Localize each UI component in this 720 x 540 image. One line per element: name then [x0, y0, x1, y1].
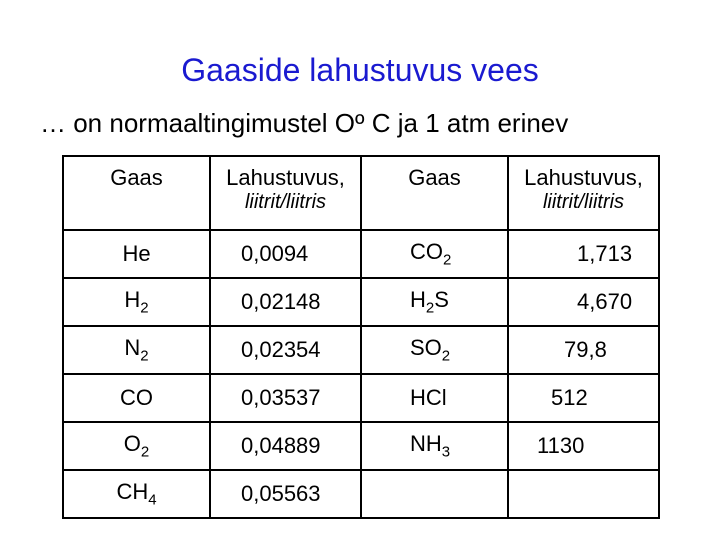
solubility-cell-right: 1130	[508, 422, 659, 470]
gas-cell-left-subscript: 2	[140, 299, 149, 317]
gas-cell-left-formula: He	[122, 241, 151, 266]
gas-cell-right	[361, 230, 508, 278]
gas-cell-left-formula: CH	[116, 479, 149, 505]
solubility-cell-right: 79,8	[508, 326, 659, 374]
header-solubility-1	[210, 156, 361, 230]
table-row	[63, 470, 659, 518]
gas-cell-right-subscript: 2	[441, 347, 451, 365]
header-solubility-1-label: Lahustuvus,	[226, 165, 345, 190]
gas-cell-left-formula: O	[123, 431, 141, 457]
gas-cell-right-formula: H	[410, 287, 426, 313]
gas-cell-left	[63, 278, 210, 326]
gas-cell-right-subscript: 3	[441, 443, 451, 461]
gas-cell-right-formula: SO	[410, 335, 442, 361]
gas-cell-right	[361, 470, 508, 518]
header-gas-1-label: Gaas	[110, 165, 163, 190]
header-solubility-2	[508, 156, 659, 230]
gas-cell-left-formula: CO	[120, 385, 153, 410]
gas-cell-left-formula: H	[124, 287, 141, 313]
slide-title: Gaaside lahustuvus vees	[181, 52, 539, 88]
solubility-cell-left: 0,02354	[210, 326, 361, 374]
gas-cell-right	[361, 278, 508, 326]
gas-cell-left-subscript: 2	[140, 443, 150, 461]
gas-cell-left	[63, 470, 210, 518]
solubility-cell-left: 0,03537	[210, 374, 361, 422]
gas-cell-right-formula-tail: S	[434, 287, 449, 313]
gas-cell-right-subscript: 2	[425, 299, 435, 317]
solubility-cell-right	[508, 470, 659, 518]
solubility-cell-left: 0,02148	[210, 278, 361, 326]
gas-cell-right-formula: NH	[410, 431, 442, 457]
header-solubility-2-unit: liitrit/liitris	[542, 191, 625, 213]
solubility-cell-right: 1,713	[508, 230, 659, 278]
gas-cell-right-formula: CO	[410, 239, 443, 265]
gas-cell-right	[361, 326, 508, 374]
solubility-cell-right: 512	[508, 374, 659, 422]
solubility-cell-left: 0,05563	[210, 470, 361, 518]
header-gas-1	[63, 156, 210, 230]
gas-cell-right-formula: HCl	[410, 385, 447, 410]
gas-cell-left-subscript: 2	[140, 347, 149, 365]
gas-cell-left-subscript: 4	[148, 491, 157, 509]
gas-cell-right	[361, 374, 508, 422]
table-body	[63, 230, 659, 518]
solubility-table	[62, 155, 660, 519]
table-row	[63, 230, 659, 278]
header-solubility-2-label: Lahustuvus,	[524, 165, 643, 190]
gas-cell-left	[63, 374, 210, 422]
header-gas-2-label: Gaas	[408, 165, 461, 190]
table-row	[63, 374, 659, 422]
slide-subtitle: … on normaaltingimustel Oº C ja 1 atm erinev	[40, 108, 569, 138]
header-row	[63, 156, 659, 230]
gas-cell-right-subscript: 2	[443, 251, 452, 269]
header-solubility-1-unit: liitrit/liitris	[244, 191, 327, 213]
gas-cell-left	[63, 230, 210, 278]
gas-cell-right	[361, 422, 508, 470]
solubility-cell-left: 0,04889	[210, 422, 361, 470]
solubility-cell-right: 4,670	[508, 278, 659, 326]
gas-cell-left-formula: N	[124, 335, 141, 361]
gas-cell-left	[63, 422, 210, 470]
table-row	[63, 422, 659, 470]
header-gas-2	[361, 156, 508, 230]
gas-cell-left	[63, 326, 210, 374]
solubility-cell-left: 0,0094	[210, 230, 361, 278]
table-row	[63, 278, 659, 326]
table-row	[63, 326, 659, 374]
